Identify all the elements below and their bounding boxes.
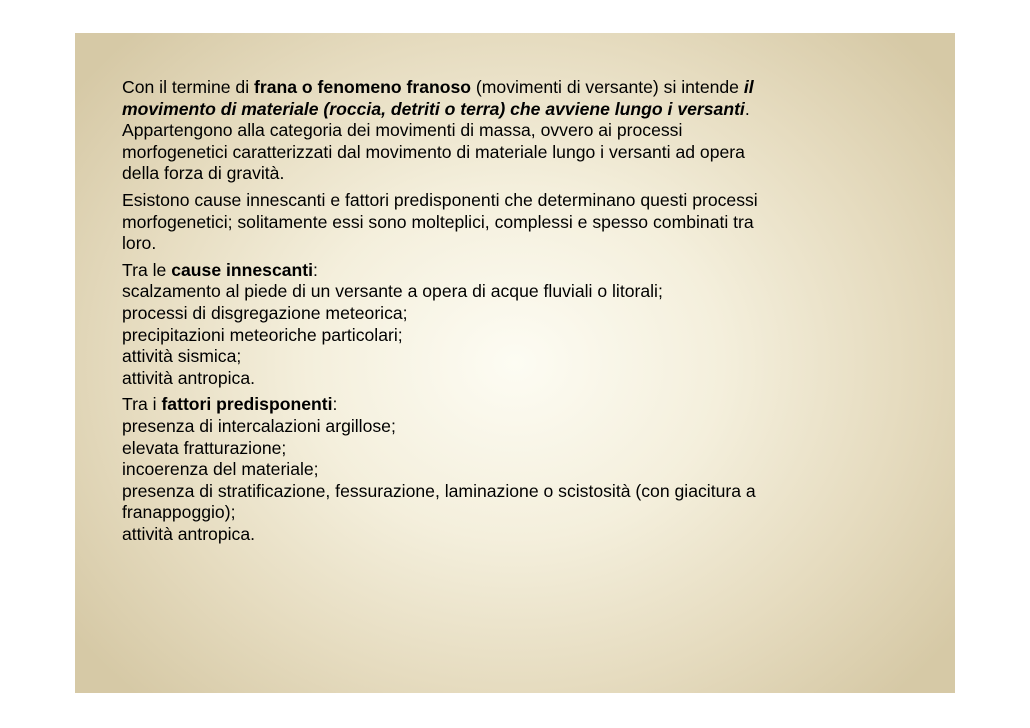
list-heading	[122, 260, 952, 282]
term-bold: frana o fenomeno franoso	[254, 77, 472, 97]
text-run: (movimenti di versante) si intende	[471, 77, 744, 97]
text-line: loro.	[122, 233, 157, 254]
slide-text	[122, 77, 952, 550]
slide	[75, 33, 955, 693]
term-bold: cause innescanti	[171, 259, 314, 280]
list-item: attività sismica;	[122, 346, 242, 367]
text-line: morfogenetici; solitamente essi sono molteplici, complessi e spesso combinati tra	[122, 211, 754, 232]
text-run: Tra i	[122, 394, 162, 415]
paragraph-causes-overview	[122, 190, 952, 255]
definition-bold-italic: il	[743, 77, 754, 97]
text-run: :	[313, 259, 318, 280]
list-item: elevata fratturazione;	[122, 437, 287, 458]
list-item: franappoggio);	[122, 502, 236, 523]
text-line	[122, 99, 952, 121]
text-run: Con il termine di	[122, 77, 255, 97]
list-item: scalzamento al piede di un versante a opera di acque fluviali o litorali;	[122, 281, 663, 302]
text-line	[122, 77, 952, 99]
list-item: attività antropica.	[122, 523, 256, 544]
text-run: .	[744, 98, 750, 119]
text-line: Appartengono alla categoria dei movimenti di massa, ovvero ai processi	[122, 120, 683, 141]
term-bold: fattori predisponenti	[161, 394, 333, 415]
list-item: precipitazioni meteoriche particolari;	[122, 324, 403, 345]
list-item: processi di disgregazione meteorica;	[122, 302, 408, 323]
text-line: Esistono cause innescanti e fattori predisponenti che determinano questi processi	[122, 189, 758, 210]
text-run: Tra le	[122, 259, 172, 280]
paragraph-triggering-causes	[122, 260, 952, 390]
list-item: incoerenza del materiale;	[122, 459, 319, 480]
list-item: presenza di stratificazione, fessurazione, laminazione o scistosità (con giacitura a	[122, 480, 756, 501]
paragraph-predisposing-factors	[122, 394, 952, 545]
text-run: :	[332, 394, 338, 415]
list-item: attività antropica.	[122, 367, 256, 388]
text-line: morfogenetici caratterizzati dal movimento di materiale lungo i versanti ad opera	[122, 141, 745, 162]
paragraph-definition	[122, 77, 952, 185]
text-line: della forza di gravità.	[122, 163, 285, 184]
definition-bold-italic: movimento di materiale (roccia, detriti o terra) che avviene lungo i versanti	[122, 98, 745, 119]
list-item: presenza di intercalazioni argillose;	[122, 415, 396, 436]
list-heading	[122, 394, 952, 416]
